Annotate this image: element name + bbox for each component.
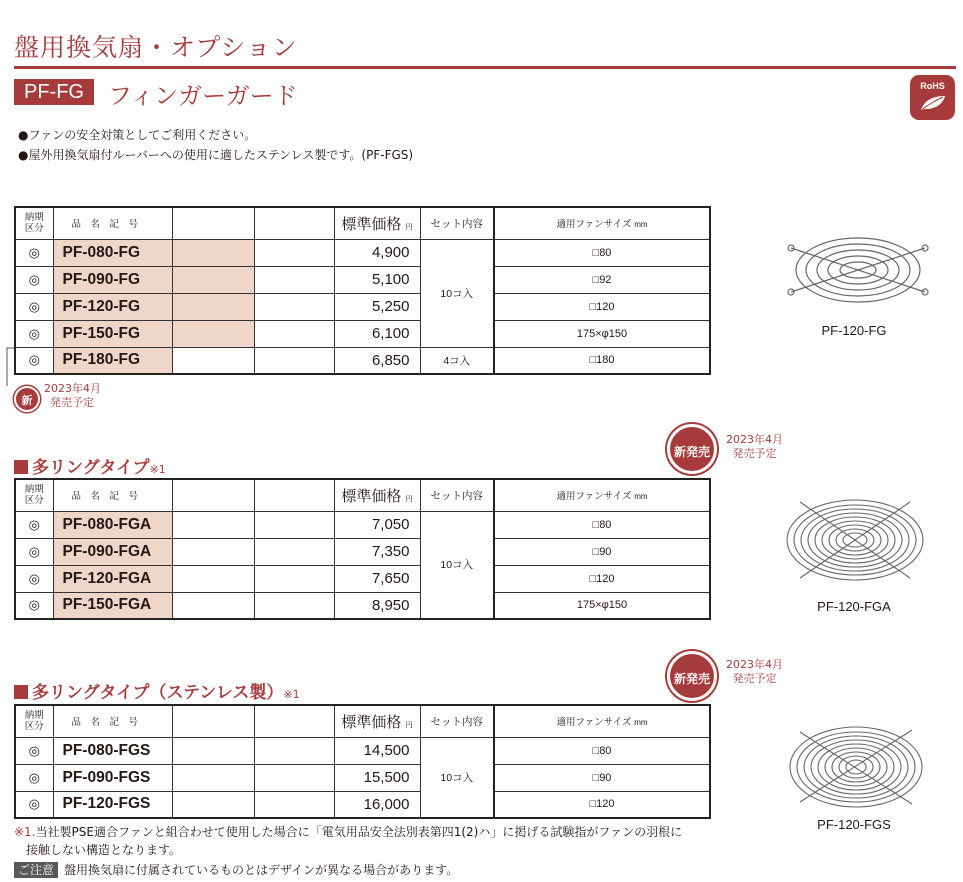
new-release-badge: 新発売 [667,651,717,701]
table-row: ◎ PF-150-FGA 8,950 175×φ150 [15,592,710,619]
header-kubun: 納期 区分 [15,207,53,239]
rohs-badge [910,75,955,120]
page-title: 盤用換気扇・オプション [14,33,298,62]
table-pf-fgs: 納期 区分 品 名 記 号 標準価格 円 セット内容 適用ファンサイズ mm ◎ PF-080-FGS 14,500 10コ入 □80 ◎ PF-090-FGS 15,500 □90 ◎ PF-120-FGS 16,000 □120 [14,704,711,819]
feature-item: ●屋外用換気扇付ルーバーへの使用に適したステンレス製です。(PF-FGS) [18,148,414,162]
finger-guard-image [780,490,930,590]
release-note: 2023年4月 発売予定 [44,382,101,409]
leaf-icon [919,94,947,112]
table-row: ◎ PF-180-FG 6,850 4コ入 □180 [15,347,710,374]
table-row: ◎ PF-090-FGS 15,500 □90 [15,764,710,791]
table-row: ◎ PF-090-FG 5,100 □92 [15,266,710,293]
image-label: PF-120-FGS [817,817,891,832]
product-code-badge: PF-FG [14,79,94,105]
table-row: ◎ PF-120-FGA 7,650 □120 [15,565,710,592]
product-subtitle: フィンガーガード [108,82,298,110]
table-row: ◎ PF-150-FG 6,100 175×φ150 [15,320,710,347]
set-content: 10コ入 [420,737,494,818]
table-row: ◎ PF-080-FGS 14,500 10コ入 □80 [15,737,710,764]
new-release-badge: 新発売 [667,424,717,474]
header-size: 適用ファンサイズ mm [494,207,710,239]
feature-item: ●ファンの安全対策としてご利用ください。 [18,128,257,142]
table-row: ◎ PF-080-FG 4,900 10コ入 □80 [15,239,710,266]
release-note: 2023年4月 発売予定 [726,433,783,460]
finger-guard-image [782,718,930,816]
table-row: ◎ PF-120-FG 5,250 □120 [15,293,710,320]
caution-tag: ご注意 [14,862,58,878]
rohs-label: RoHS [920,81,945,91]
release-note: 2023年4月 発売予定 [726,658,783,685]
section-heading-fga: 多リングタイプ※1 [14,453,166,478]
new-badge: 新 [14,386,40,412]
header-set: セット内容 [420,207,494,239]
footnote: ※1.当社製PSE適合ファンと組合わせて使用した場合に「電気用品安全法別表第四1(2)ハ」に掲げる試験指がファンの羽根に 接触しない構造となります。 [14,825,683,857]
table-pf-fga: 納期 区分 品 名 記 号 標準価格 円 セット内容 適用ファンサイズ mm ◎ PF-080-FGA 7,050 10コ入 □80 ◎ PF-090-FGA 7,350 □90 ◎ PF-120-FGA 7,650 □120 ◎ PF-150-FGA 8,950 175×φ150 [14,478,711,620]
table-row: ◎ PF-090-FGA 7,350 □90 [15,538,710,565]
feature-list [18,125,413,165]
table-row: ◎ PF-080-FGA 7,050 10コ入 □80 [15,511,710,538]
title-rule [14,66,956,69]
table-pf-fg [14,206,711,375]
section-heading-fgs: 多リングタイプ（ステンレス製）※1 [14,678,300,703]
bracket-line [4,346,18,390]
set-content: 10コ入 [420,511,494,619]
image-label: PF-120-FG [821,323,887,338]
header-price: 標準価格 円 [334,207,420,239]
caution-note: ご注意 盤用換気扇に付属されているものとはデザインが異なる場合があります。 [14,861,458,878]
set-content: 10コ入 [420,239,494,347]
header-name: 品 名 記 号 [53,207,172,239]
set-content: 4コ入 [420,347,494,374]
image-label: PF-120-FGA [817,599,891,614]
finger-guard-image [783,220,933,315]
table-row: ◎ PF-120-FGS 16,000 □120 [15,791,710,818]
